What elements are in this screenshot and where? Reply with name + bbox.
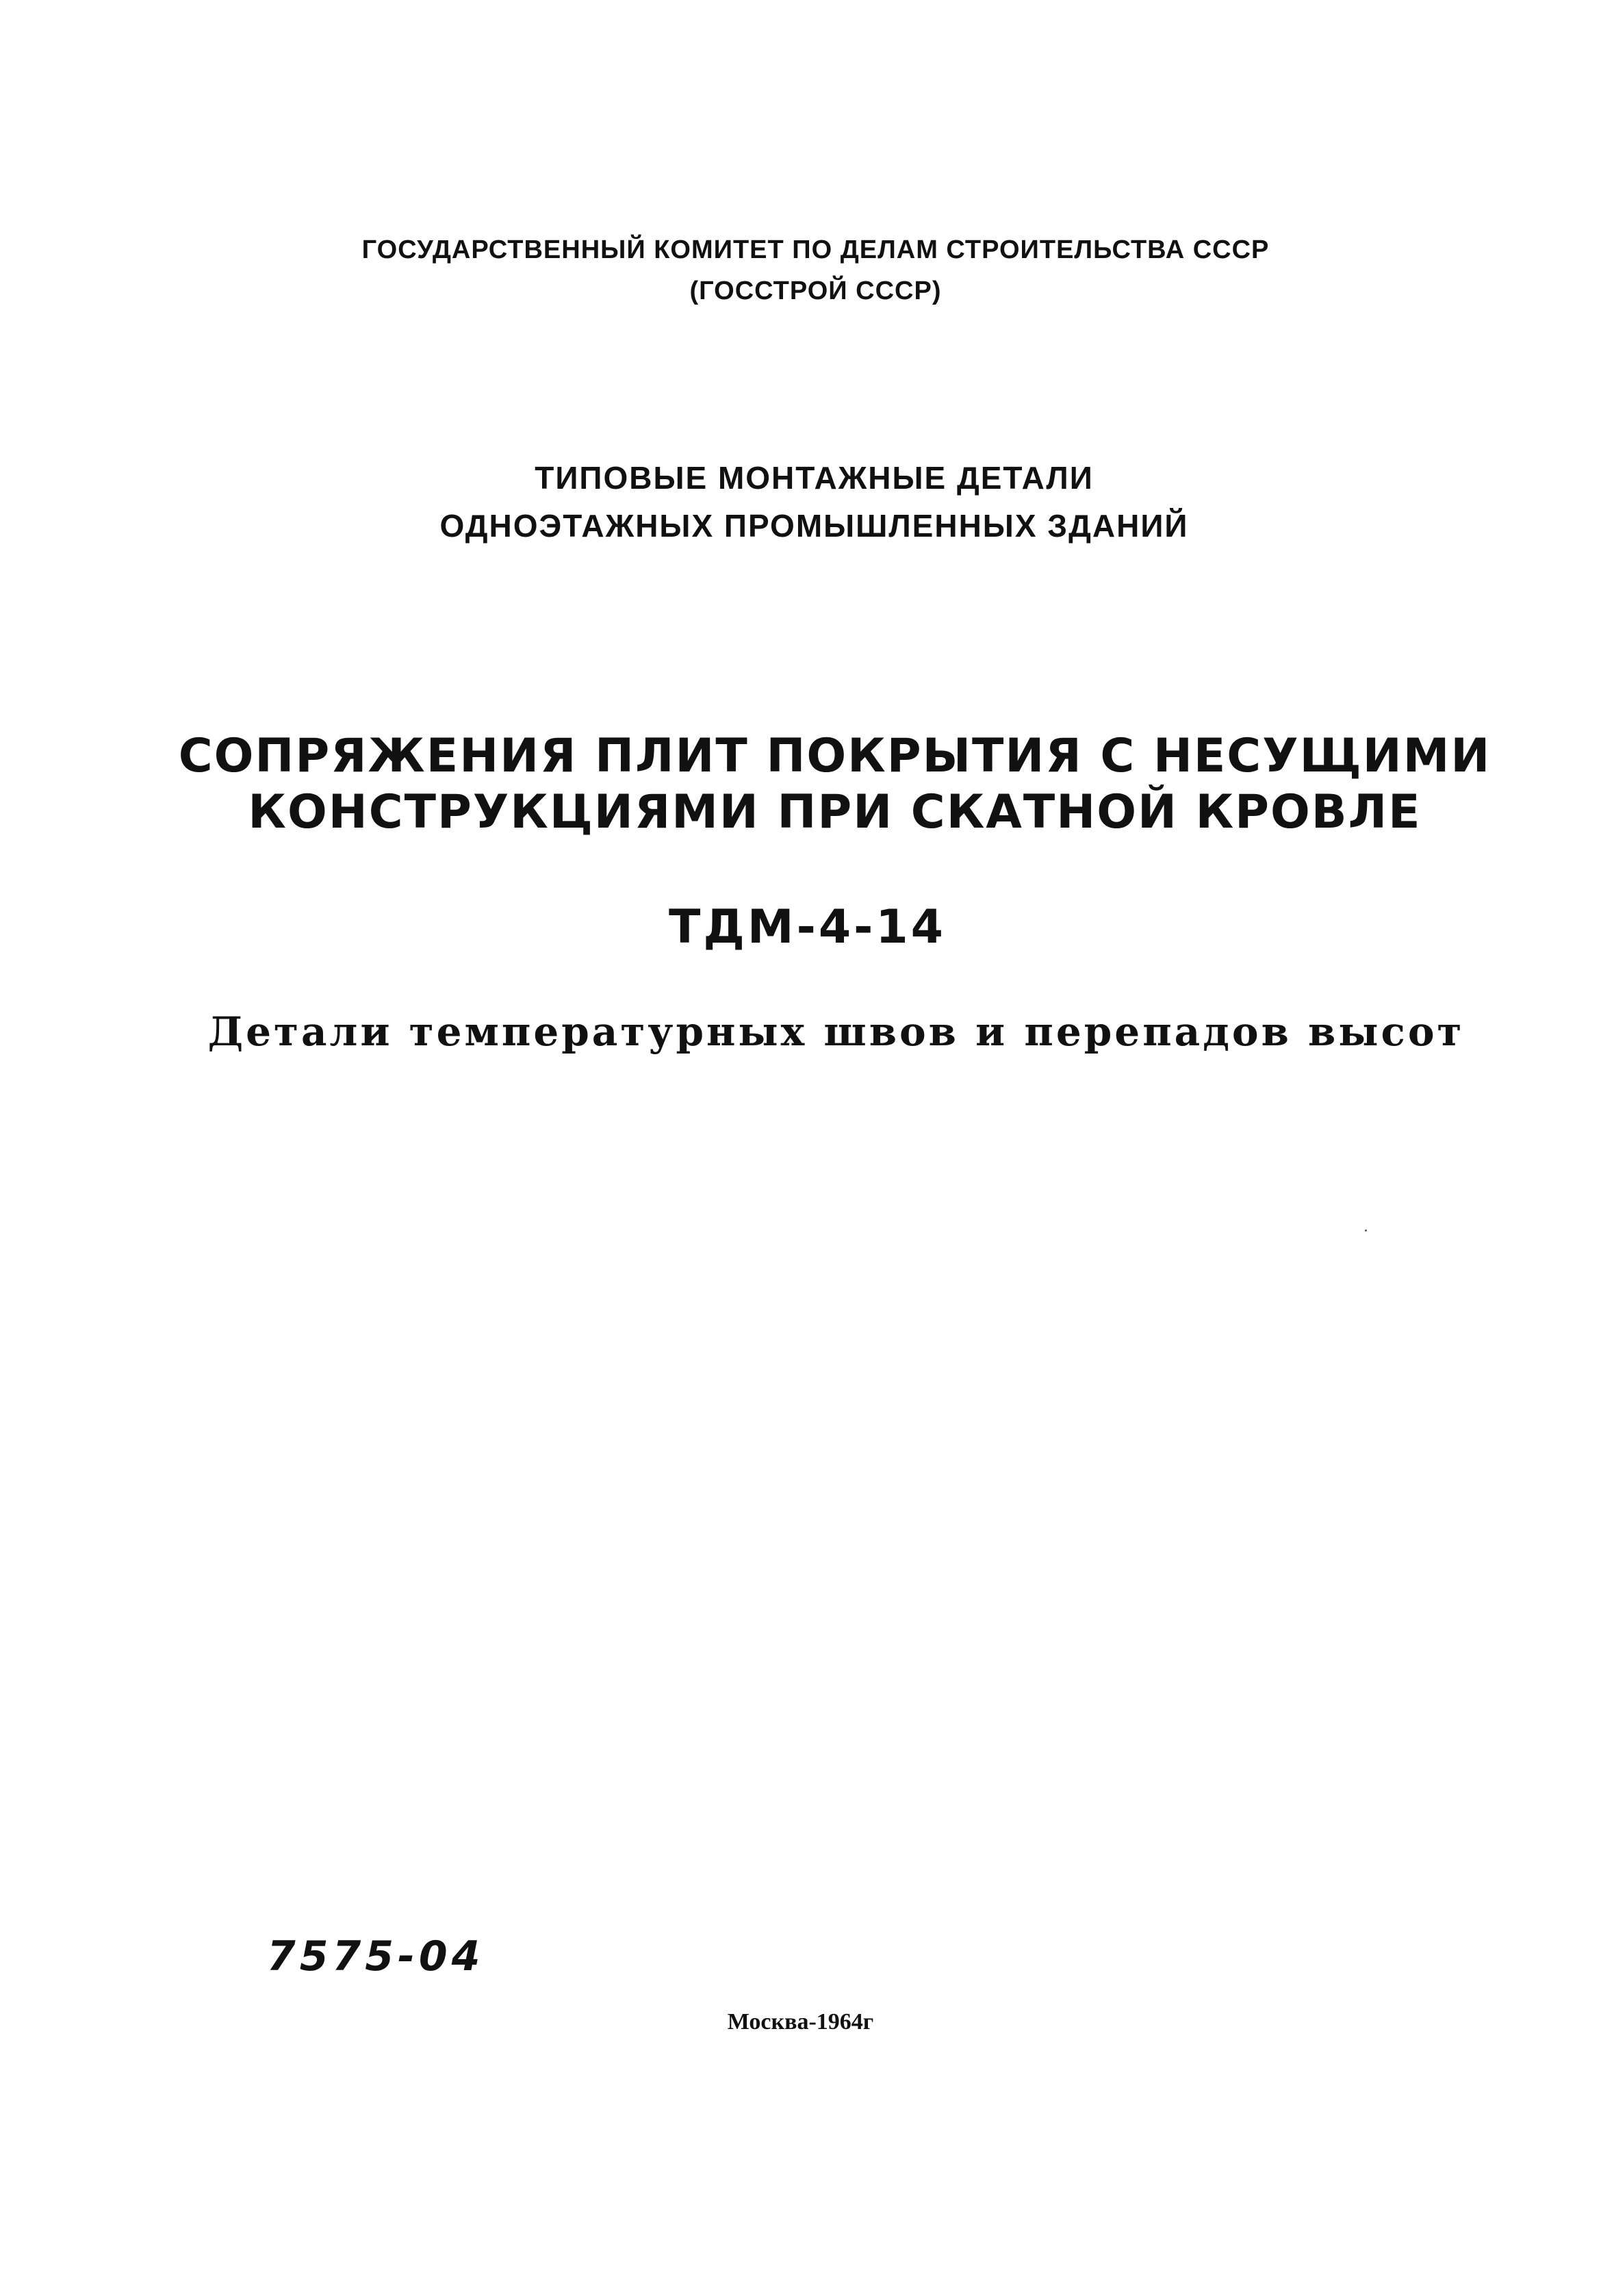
inventory-number: 7575-04 xyxy=(267,1933,485,1980)
document-code: ТДМ-4-14 xyxy=(668,900,946,954)
publication-place-year: Москва-1964г xyxy=(727,2009,874,2034)
series-title-line-2: ОДНОЭТАЖНЫХ ПРОМЫШЛЕННЫХ ЗДАНИЙ xyxy=(439,508,1189,544)
document-title-line-1: СОПРЯЖЕНИЯ ПЛИТ ПОКРЫТИЯ С НЕСУЩИМИ xyxy=(178,729,1491,783)
scan-speck xyxy=(1365,1229,1367,1232)
series-title-line-1: ТИПОВЫЕ МОНТАЖНЫЕ ДЕТАЛИ xyxy=(535,460,1094,496)
committee-name: ГОСУДАРСТВЕННЫЙ КОМИТЕТ ПО ДЕЛАМ СТРОИТЕЛЬСТВА СССР xyxy=(361,235,1270,264)
document-title-line-2: КОНСТРУКЦИЯМИ ПРИ СКАТНОЙ КРОВЛЕ xyxy=(248,785,1422,839)
committee-abbreviation: (ГОССТРОЙ СССР) xyxy=(689,277,942,305)
document-subtitle: Детали температурных швов и перепадов высот xyxy=(207,1008,1465,1055)
